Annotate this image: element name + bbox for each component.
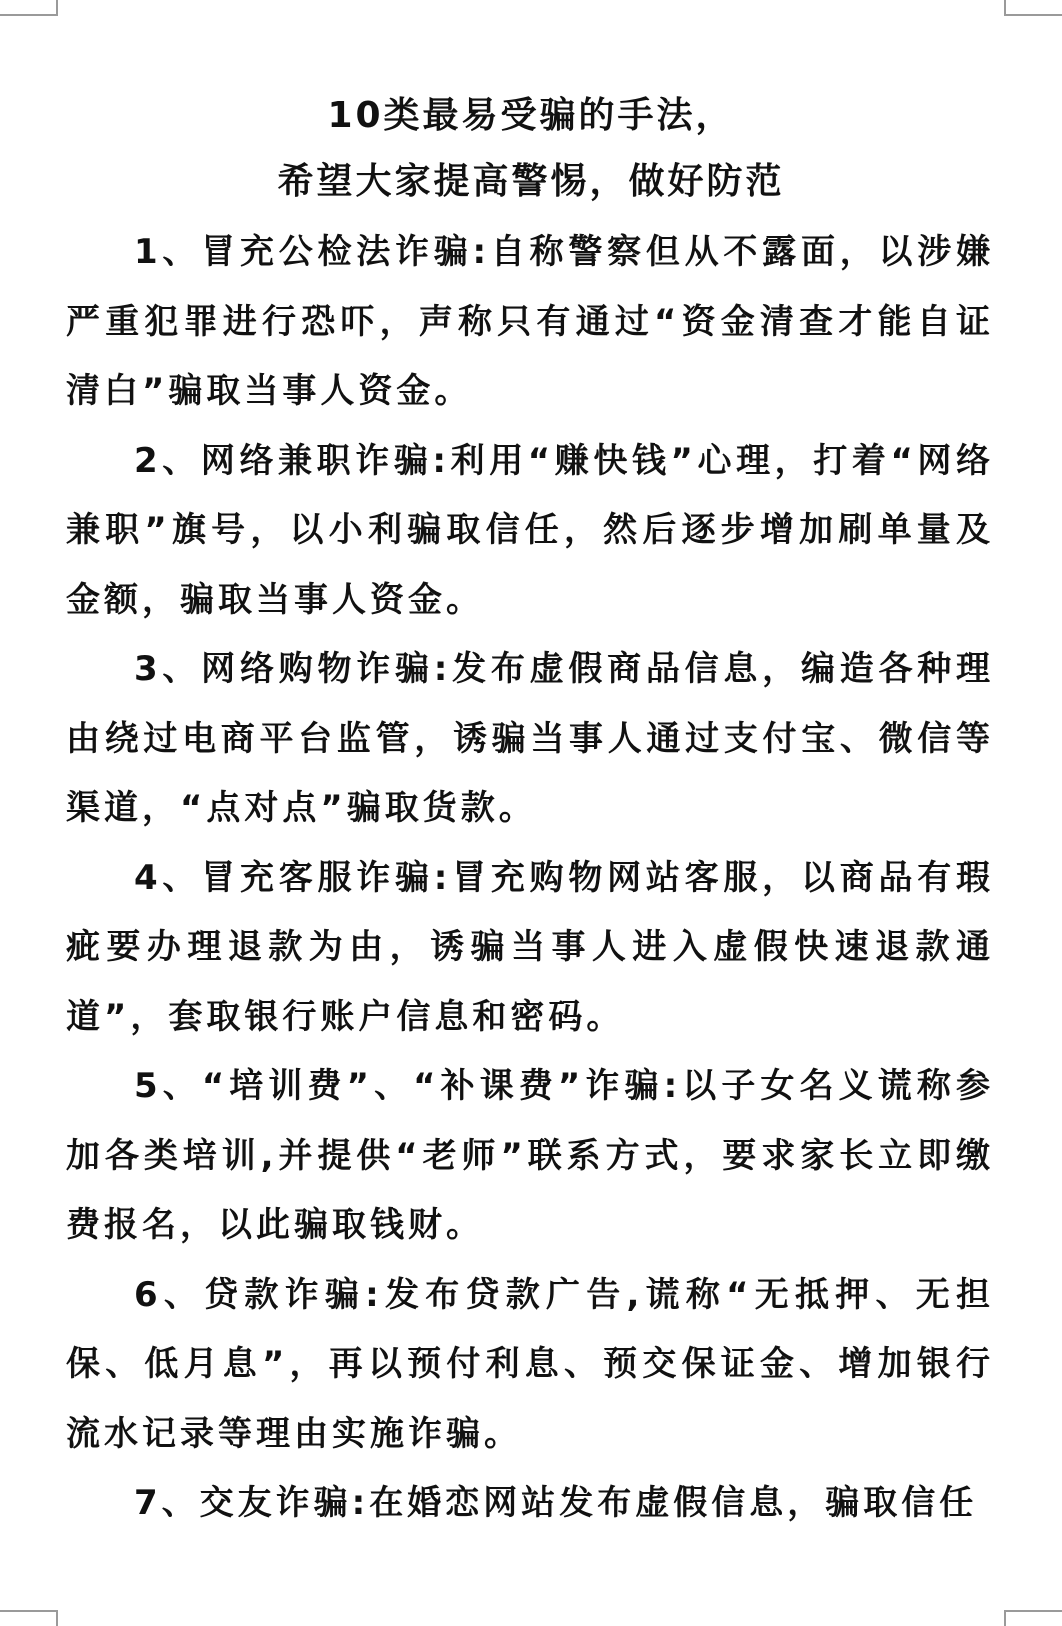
crop-mark-bottom-left — [0, 1610, 58, 1626]
document-title-line-1: 10类最易受骗的手法， — [327, 95, 735, 136]
document-title-line-2: 希望大家提高警惕，做好防范 — [277, 161, 785, 202]
paragraph-item-2: 2、网络兼职诈骗:利用“赚快钱”心理，打着“网络兼职”旗号，以小利骗取信任，然后逐步增加刷单量及金额，骗取当事人资金。 — [66, 440, 994, 620]
paragraph-item-1: 1、冒充公检法诈骗:自称警察但从不露面，以涉嫌严重犯罪进行恐吓，声称只有通过“资金清查才能自证清白”骗取当事人资金。 — [66, 232, 994, 411]
crop-mark-top-right — [1004, 0, 1062, 16]
paragraph-item-5: 5、“培训费”、“补课费”诈骗:以子女名义谎称参加各类培训,并提供“老师”联系方式，要求家长立即缴费报名，以此骗取钱财。 — [66, 1066, 994, 1245]
crop-mark-bottom-right — [1004, 1610, 1062, 1626]
crop-mark-top-left — [0, 0, 58, 16]
paragraph-item-6: 6、贷款诈骗:发布贷款广告,谎称“无抵押、无担保、低月息”，再以预付利息、预交保证金、增加银行流水记录等理由实施诈骗。 — [66, 1274, 994, 1454]
paragraph-item-3: 3、网络购物诈骗:发布虚假商品信息，编造各种理由绕过电商平台监管，诱骗当事人通过支付宝、微信等渠道，“点对点”骗取货款。 — [66, 649, 994, 828]
paragraph-item-7: 7、交友诈骗:在婚恋网站发布虚假信息，骗取信任 — [134, 1483, 978, 1523]
paragraph-item-4: 4、冒充客服诈骗:冒充购物网站客服，以商品有瑕疵要办理退款为由，诱骗当事人进入虚假快速退款通道”，套取银行账户信息和密码。 — [66, 857, 994, 1037]
document-body — [66, 218, 994, 1539]
